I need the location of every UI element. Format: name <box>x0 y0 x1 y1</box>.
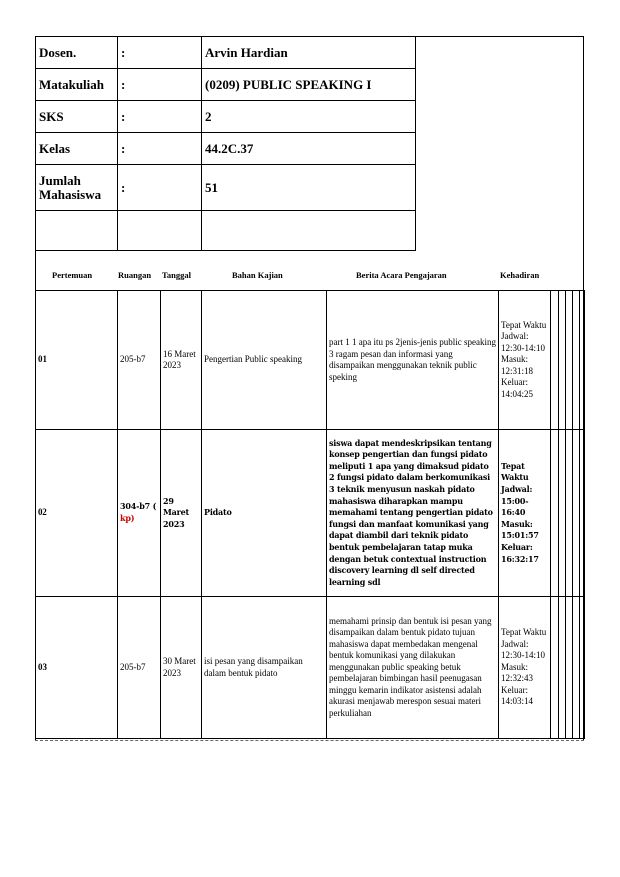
kehadiran-jadwal: Jadwal: 12:30-14:10 <box>501 638 545 661</box>
kehadiran-keluar: Keluar: 16:32:17 <box>501 541 539 564</box>
info-row-empty <box>36 211 416 251</box>
dosen-label: Dosen. <box>36 37 118 69</box>
dosen-separator: : <box>118 37 202 69</box>
empty-cell <box>573 291 580 430</box>
kelas-label: Kelas <box>36 133 118 165</box>
info-row-kelas <box>36 133 416 165</box>
matakuliah-label: Matakuliah <box>36 69 118 101</box>
bahan-cell: Pidato <box>202 430 327 597</box>
empty-cell <box>36 211 118 251</box>
matakuliah-separator: : <box>118 69 202 101</box>
ruangan-text: 304-b7 ( <box>120 501 157 512</box>
header-pertemuan: Pertemuan <box>52 270 93 280</box>
table-row <box>36 597 585 739</box>
bahan-cell: isi pesan yang disampaikan dalam bentuk pidato <box>202 597 327 739</box>
kelas-value: 44.2C.37 <box>202 133 416 165</box>
header-ruangan: Ruangan <box>118 270 152 280</box>
kehadiran-jadwal: Jadwal: 12:30-14:10 <box>501 331 545 353</box>
ruangan-note: kp) <box>120 513 135 523</box>
empty-cell <box>118 211 202 251</box>
empty-cell <box>566 430 573 597</box>
empty-cell <box>573 597 580 739</box>
empty-cell <box>566 597 573 739</box>
ruangan-cell <box>118 430 161 597</box>
empty-cell <box>559 291 566 430</box>
empty-cell <box>551 597 559 739</box>
info-row-sks <box>36 101 416 133</box>
ruangan-text: 205-b7 <box>120 661 146 672</box>
table-row <box>36 291 585 430</box>
pertemuan-cell: 01 <box>36 291 118 430</box>
berita-cell: part 1 1 apa itu ps 2jenis-jenis public speaking 3 ragam pesan dan informasi yang disampaikan menggunakan teknik public speking <box>327 291 499 430</box>
kehadiran-status: Tepat Waktu <box>501 319 547 330</box>
berita-cell: siswa dapat mendeskripsikan tentang konsep pengertian dan fungsi pidato meliputi 1 apa yang dimaksud pidato 2 fungsi pidato dalam berkomunikasi 3 teknik menyusun naskah pidato mahasiswa diharapkan mampu memahami tentang pengertian pidato fungsi dan manfaat komunikasi yang dapat diambil dari teknik pidato bentuk pembelajaran tatap muka dengan betuk contextual instruction discovery learning dl self directed learning sdl <box>327 430 499 597</box>
schedule-table <box>35 290 585 739</box>
kehadiran-status: Tepat Waktu <box>501 460 529 483</box>
kehadiran-cell <box>499 291 551 430</box>
page-cut-line <box>35 740 584 742</box>
empty-cell <box>551 291 559 430</box>
empty-cell <box>580 430 585 597</box>
sks-value: 2 <box>202 101 416 133</box>
info-row-jumlah <box>36 165 416 211</box>
kehadiran-status: Tepat Waktu <box>501 627 547 638</box>
empty-cell <box>559 430 566 597</box>
lecture-info-table <box>35 36 416 251</box>
header-bahan-kajian: Bahan Kajian <box>232 270 283 280</box>
kehadiran-masuk: Masuk: 12:32:43 <box>501 661 534 684</box>
kehadiran-masuk: Masuk: 15:01:57 <box>501 518 539 541</box>
pertemuan-cell: 02 <box>36 430 118 597</box>
empty-cell <box>566 291 573 430</box>
kehadiran-keluar: Keluar: 14:04:25 <box>501 377 534 399</box>
empty-cell <box>573 430 580 597</box>
matakuliah-value: (0209) PUBLIC SPEAKING I <box>202 69 416 101</box>
kehadiran-masuk: Masuk: 12:31:18 <box>501 354 534 376</box>
tanggal-cell: 29 Maret 2023 <box>161 430 202 597</box>
ruangan-cell <box>118 291 161 430</box>
empty-cell <box>202 211 416 251</box>
berita-cell: memahami prinsip dan bentuk isi pesan yang disampaikan dalam bentuk pidato tujuan mahasiswa dapat membedakan mengenal bentuk komunikasi yang dilakukan menggunakan public speaking betuk pembelajaran bimbingan hasil peenugasan minggu kemarin indikator asistensi adalah akurasi menjawab merespon sesuai materi perkuliahan <box>327 597 499 739</box>
jumlah-value: 51 <box>202 165 416 211</box>
jumlah-separator: : <box>118 165 202 211</box>
info-row-dosen <box>36 37 416 69</box>
ruangan-text: 205-b7 <box>120 354 146 365</box>
sks-separator: : <box>118 101 202 133</box>
table-row <box>36 430 585 597</box>
empty-cell <box>551 430 559 597</box>
bahan-cell: Pengertian Public speaking <box>202 291 327 430</box>
dosen-value: Arvin Hardian <box>202 37 416 69</box>
kelas-separator: : <box>118 133 202 165</box>
info-row-matakuliah <box>36 69 416 101</box>
header-tanggal: Tanggal <box>162 270 191 280</box>
ruangan-cell <box>118 597 161 739</box>
jumlah-label <box>36 165 118 211</box>
sks-label: SKS <box>36 101 118 133</box>
kehadiran-jadwal: Jadwal: 15:00-16:40 <box>501 484 533 518</box>
jumlah-label-line1: Jumlah <box>39 172 81 188</box>
pertemuan-cell: 03 <box>36 597 118 739</box>
jumlah-label-line2: Mahasiswa <box>39 186 102 202</box>
tanggal-cell: 16 Maret 2023 <box>161 291 202 430</box>
kehadiran-keluar: Keluar: 14:03:14 <box>501 684 534 707</box>
kehadiran-cell <box>499 597 551 739</box>
kehadiran-cell <box>499 430 551 597</box>
header-kehadiran: Kehadiran <box>500 270 540 280</box>
empty-cell <box>580 597 585 739</box>
tanggal-cell: 30 Maret 2023 <box>161 597 202 739</box>
header-berita-acara: Berita Acara Pengajaran <box>356 270 447 280</box>
empty-cell <box>559 597 566 739</box>
empty-cell <box>580 291 585 430</box>
